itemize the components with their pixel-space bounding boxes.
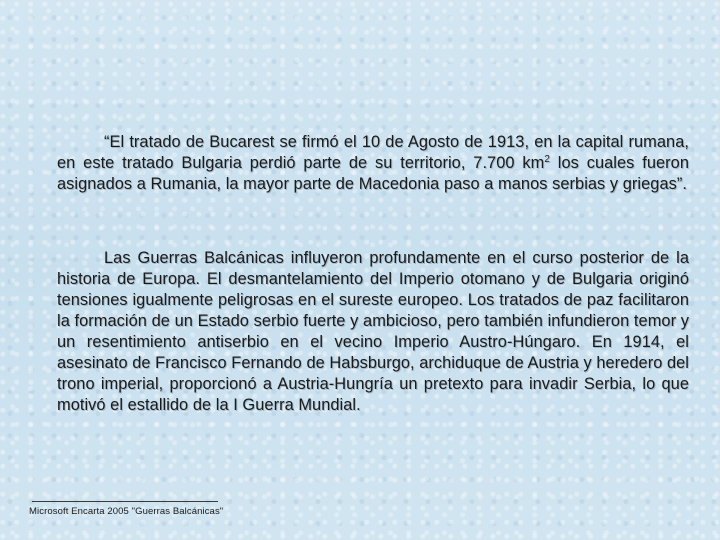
- quote-text-start: “El tratado de Bucarest se firmó el 10 de Agosto de 1913, en la capital rumana, en este tratado Bulgaria perdió parte de su territorio, 7.700 km: [57, 133, 689, 172]
- quote-paragraph: [57, 132, 689, 195]
- body-paragraph: Las Guerras Balcánicas influyeron profundamente en el curso posterior de la historia de Europa. El desmantelamiento del Imperio otomano y de Bulgaria originó tensiones igualmente peligrosas en el sureste europeo. Los tratados de paz facilitaron la formación de un Estado serbio fuerte y ambicioso, pero también infundieron temor y un resentimiento antiserbio en el vecino Imperio Austro-Húngaro. En 1914, el asesinato de Francisco Fernando de Habsburgo, archiduque de Austria y heredero del trono imperial, proporcionó a Austria-Hungría un pretexto para invadir Serbia, lo que motivó el estallido de la I Guerra Mundial.: [57, 249, 689, 414]
- superscript-2: 2: [544, 154, 550, 165]
- footnote-divider: [32, 501, 218, 502]
- quote-text-end: los cuales fueron asignados a Rumania, la mayor parte de Macedonia paso a manos serbias y griegas”.: [57, 154, 689, 193]
- footnote-source: Microsoft Encarta 2005 "Guerras Balcánicas": [29, 506, 224, 517]
